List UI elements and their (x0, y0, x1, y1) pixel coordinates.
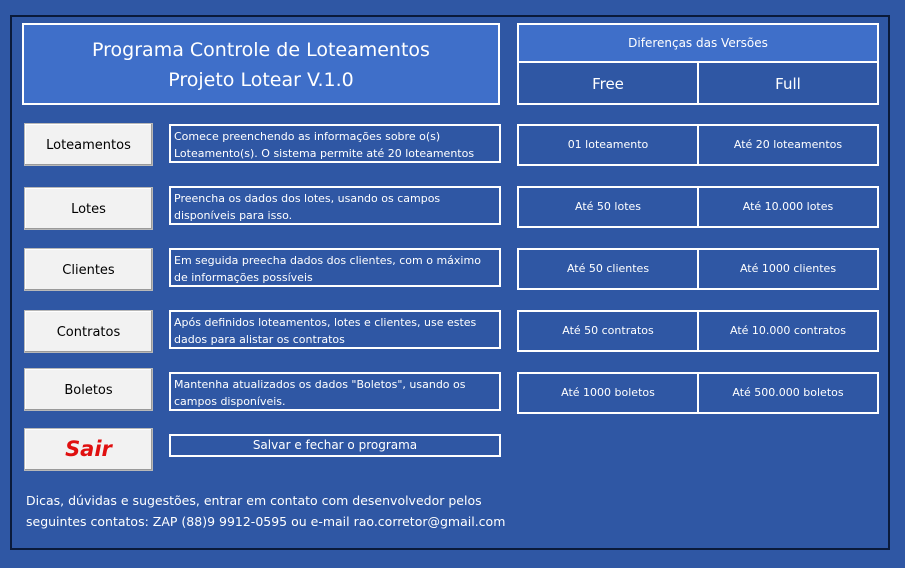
contratos-free-limit: Até 50 contratos (517, 310, 699, 352)
clientes-button[interactable]: Clientes (24, 248, 153, 291)
app-title: Programa Controle de Loteamentos (92, 39, 430, 61)
contact-line-2: seguintes contatos: ZAP (88)9 9912-0595 ou e-mail rao.corretor@gmail.com (26, 514, 506, 529)
sair-button[interactable]: Sair (24, 428, 153, 471)
boletos-full-limit: Até 500.000 boletos (699, 372, 879, 414)
versions-header: Diferenças das Versões (517, 23, 879, 63)
contratos-description: Após definidos loteamentos, lotes e clientes, use estes dados para alistar os contratos (169, 310, 501, 349)
contratos-full-limit: Até 10.000 contratos (699, 310, 879, 352)
contact-line-1: Dicas, dúvidas e sugestões, entrar em contato com desenvolvedor pelos (26, 493, 482, 508)
free-column-header: Free (517, 63, 699, 105)
clientes-free-limit: Até 50 clientes (517, 248, 699, 290)
full-column-header: Full (699, 63, 879, 105)
loteamentos-description: Comece preenchendo as informações sobre o(s) Loteamento(s). O sistema permite até 20 loteamentos (169, 124, 501, 163)
contratos-button[interactable]: Contratos (24, 310, 153, 353)
contact-info (26, 490, 526, 532)
app-subtitle: Projeto Lotear V.1.0 (168, 69, 354, 91)
boletos-description: Mantenha atualizados os dados "Boletos", usando os campos disponíveis. (169, 372, 501, 411)
title-panel (22, 23, 500, 105)
loteamentos-button[interactable]: Loteamentos (24, 123, 153, 166)
loteamentos-free-limit: 01 loteamento (517, 124, 699, 166)
boletos-free-limit: Até 1000 boletos (517, 372, 699, 414)
lotes-full-limit: Até 10.000 lotes (699, 186, 879, 228)
boletos-button[interactable]: Boletos (24, 368, 153, 411)
clientes-full-limit: Até 1000 clientes (699, 248, 879, 290)
lotes-description: Preencha os dados dos lotes, usando os campos disponíveis para isso. (169, 186, 501, 225)
sair-description: Salvar e fechar o programa (169, 434, 501, 457)
lotes-free-limit: Até 50 lotes (517, 186, 699, 228)
loteamentos-full-limit: Até 20 loteamentos (699, 124, 879, 166)
clientes-description: Em seguida preecha dados dos clientes, com o máximo de informações possíveis (169, 248, 501, 287)
lotes-button[interactable]: Lotes (24, 187, 153, 230)
